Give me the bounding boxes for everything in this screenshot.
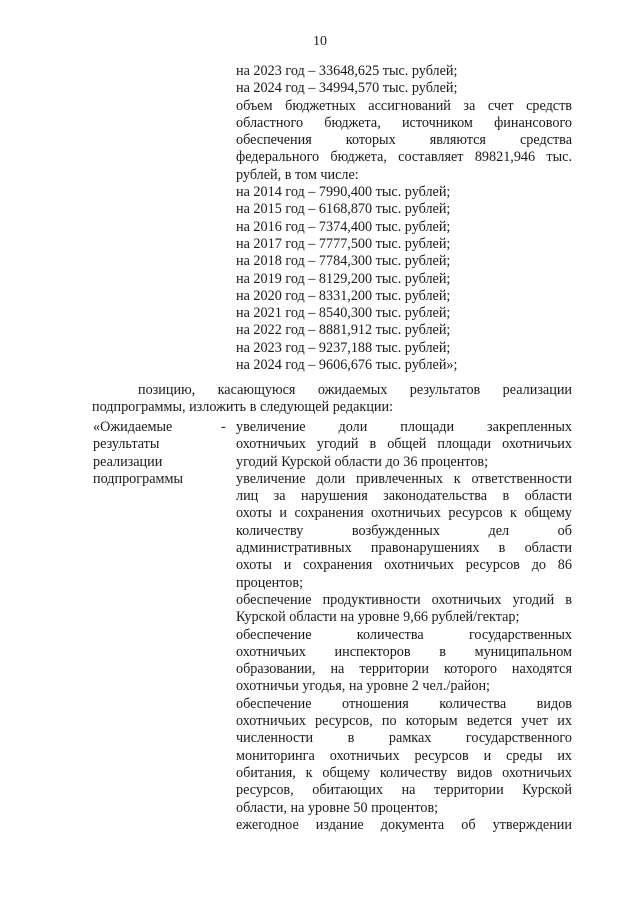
result-line: обеспечение количества государственных <box>236 626 572 643</box>
result-line: увеличение доли привлеченных к ответственности <box>236 470 572 487</box>
funding-line: на 2023 год – 33648,625 тыс. рублей; <box>236 63 458 79</box>
result-line: ресурсов, обитающих на территории Курской <box>236 782 572 799</box>
result-item <box>236 592 572 627</box>
section-label-line: результаты <box>93 436 160 453</box>
result-item <box>236 627 572 696</box>
result-item <box>236 696 572 817</box>
result-line: мониторинга охотничьих ресурсов и среды их <box>236 747 572 764</box>
result-line: обитания, к общему количеству видов охотничьих <box>236 764 572 781</box>
federal-year-line: на 2024 год – 9606,676 тыс. рублей»; <box>236 357 458 374</box>
result-item <box>236 419 572 471</box>
federal-year-line: на 2022 год – 8881,912 тыс. рублей; <box>236 322 451 339</box>
federal-year-line: на 2021 год – 8540,300 тыс. рублей; <box>236 305 451 322</box>
separator-dash: - <box>221 419 226 435</box>
result-line: численности в рамках государственного <box>236 730 572 747</box>
section-label-line: реализации <box>93 453 163 470</box>
intro-line: подпрограммы, изложить в следующей редакции: <box>92 399 394 416</box>
intro-paragraph <box>92 382 572 417</box>
federal-year-line: на 2016 год – 7374,400 тыс. рублей; <box>236 218 451 235</box>
result-line: охоты и сохранения охотничьих ресурсов к общему <box>236 505 572 522</box>
funding-block <box>236 63 572 374</box>
federal-paragraph-line: рублей, в том числе: <box>236 166 359 183</box>
results-list <box>236 419 572 834</box>
federal-year-line: на 2023 год – 9237,188 тыс. рублей; <box>236 339 451 356</box>
federal-year-line: на 2014 год – 7990,400 тыс. рублей; <box>236 184 451 201</box>
federal-year-line: на 2019 год – 8129,200 тыс. рублей; <box>236 270 451 287</box>
result-line: охоты и сохранения охотничьих ресурсов до 86 <box>236 557 572 574</box>
result-line: административных правонарушениях в области <box>236 540 572 557</box>
result-line: ежегодное издание документа об утверждении <box>236 816 572 833</box>
federal-year-line: на 2015 год – 6168,870 тыс. рублей; <box>236 201 451 218</box>
result-line: лиц за нарушения законодательства в области <box>236 488 572 505</box>
result-line: Курской области на уровне 9,66 рублей/гектар; <box>236 609 520 626</box>
intro-line: позицию, касающуюся ожидаемых результатов реализации <box>138 382 572 398</box>
federal-paragraph-line: обеспечения которых являются средства <box>236 132 572 149</box>
funding-line: на 2024 год – 34994,570 тыс. рублей; <box>236 80 458 97</box>
result-line: охотничьих инспекторов в муниципальном <box>236 643 572 660</box>
result-line: обеспечение отношения количества видов <box>236 695 572 712</box>
result-line: увеличение доли площади закрепленных <box>236 419 572 435</box>
result-line: области, на уровне 50 процентов; <box>236 799 439 816</box>
federal-year-line: на 2017 год – 7777,500 тыс. рублей; <box>236 235 451 252</box>
result-item <box>236 471 572 592</box>
result-line: угодий Курской области до 36 процентов; <box>236 453 489 470</box>
section-label-line: подпрограммы <box>93 470 183 487</box>
federal-paragraph-line: объем бюджетных ассигнований за счет средств <box>236 97 572 114</box>
result-line: охотничьих угодий в общей площади охотничьих <box>236 436 572 453</box>
section-label-line: «Ожидаемые <box>93 419 173 435</box>
federal-paragraph-line: федерального бюджета, составляет 89821,946 тыс. <box>236 149 572 166</box>
section-label <box>93 419 213 488</box>
result-line: образовании, на территории которого находятся <box>236 661 572 678</box>
result-line: охотничьих ресурсов, по которым ведется учет их <box>236 713 572 730</box>
result-line: количеству возбужденных дел об <box>236 522 572 539</box>
federal-year-line: на 2018 год – 7784,300 тыс. рублей; <box>236 253 451 270</box>
federal-year-line: на 2020 год – 8331,200 тыс. рублей; <box>236 287 451 304</box>
page-number: 10 <box>313 34 327 49</box>
result-line: обеспечение продуктивности охотничьих угодий в <box>236 591 572 608</box>
federal-paragraph-line: областного бюджета, источником финансового <box>236 114 572 131</box>
result-line: охотничьи угодья, на уровне 2 чел./район; <box>236 678 490 695</box>
result-line: процентов; <box>236 574 304 591</box>
result-item <box>236 817 572 834</box>
